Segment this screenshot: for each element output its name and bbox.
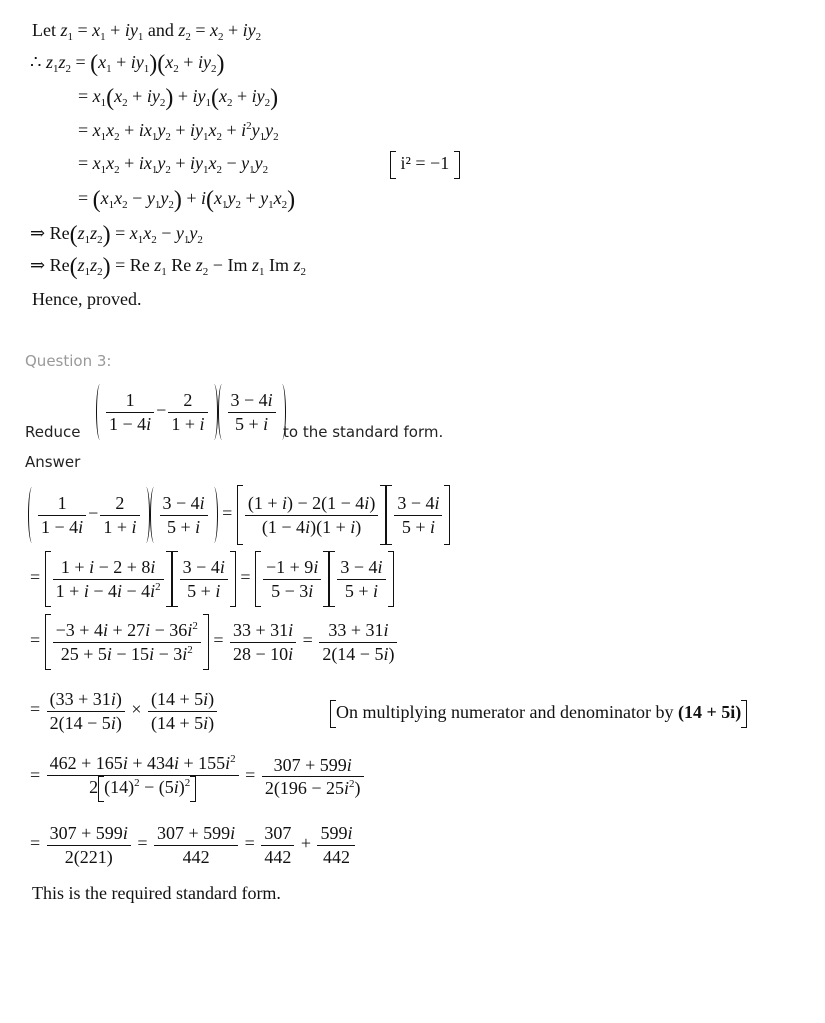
multiply-note: [330, 700, 747, 728]
answer-line-1: $\frac{1}{1 - 4i}$ − $\frac{2}{1 + i}$ $\frac{3 - 4i}{5 + i}$ = $\frac{(1 + i) - 2(1 - 4i)}{(1 - 4i)(1 + i)}$ $\frac{3 - 4i}{5 + i}$: [28, 485, 450, 545]
let-word: Let: [32, 20, 56, 40]
and-word: and: [147, 20, 174, 40]
note-i2-text: i² = −1: [400, 153, 450, 174]
to-standard-form: to the standard form.: [283, 423, 444, 441]
reduce-word: Reduce: [25, 423, 81, 441]
proof-line-let: Let $z_1 = x_1 + iy_1$ and $z_2 = x_2 + iy_2$: [32, 20, 262, 43]
proof-line-7: ⇒ $Re(z_1z_2) = x_1x_2 - y_1y_2$: [30, 222, 203, 248]
proof-line-3: = $x_1(x_2 + iy_2) + iy_1(x_2 + iy_2)$: [78, 85, 279, 111]
answer-label: Answer: [25, 453, 81, 471]
multiply-note-text: On multiplying numerator and denominator by: [336, 702, 674, 723]
proof-line-5: = $x_1x_2 + ix_1y_2 + iy_1x_2 - y_1y_2$: [78, 153, 269, 176]
answer-line-4: = $\frac{(33 + 31i)}{2(14 - 5i)}$ × $\frac{(14 + 5i)}{(14 + 5i)}$: [30, 688, 219, 734]
answer-line-3: = $\frac{-3 + 4i + 27i - 36i^2}{25 + 5i - 15i - 3i^2}$ = $\frac{33 + 31i}{28 - 10i}$ = $\frac{33 + 31i}{2(14 - 5i)}$: [30, 614, 399, 670]
answer-line-6: = $\frac{307 + 599i}{2(221)}$ = $\frac{307 + 599i}{442}$ = $\frac{307}{442}$ + $\frac{599i}{442}$: [30, 822, 357, 868]
proof-line-6: = $(x_1x_2 - y_1y_2) + i(x_1y_2 + y_1x_2)$: [78, 187, 296, 213]
proof-line-4: = $x_1x_2 + ix_1y_2 + iy_1x_2 + i^2y_1y_2$: [78, 120, 279, 143]
multiply-factor: (14 + 5i): [677, 702, 742, 723]
conclusion: This is the required standard form.: [32, 883, 281, 903]
question-expression: $\frac{1}{1 - 4i}$ − $\frac{2}{1 + i}$ $\frac{3 - 4i}{5 + i}$: [96, 384, 286, 440]
proof-line-2: ∴ $z_1z_2 = (x_1 + iy_1)(x_2 + iy_2)$: [30, 51, 225, 77]
note-i-squared: [390, 151, 460, 179]
answer-line-5: = $\frac{462 + 165i + 434i + 155i^2}{2 (14)^2 - (5i)^2}$ = $\frac{307 + 599i}{2(196 - 25i^2)}$: [30, 752, 366, 802]
proof-line-8: ⇒ $Re(z_1z_2) = Re$ $z_1$ Re $z_2 - Im$ $z_1$ Im $z_2$: [30, 254, 306, 280]
hence-proved: Hence, proved.: [32, 289, 142, 309]
question-title: Question 3:: [25, 352, 112, 370]
answer-line-2: = $\frac{1 + i - 2 + 8i}{1 + i - 4i - 4i^2}$ $\frac{3 - 4i}{5 + i}$ = $\frac{-1 + 9i}{5 - 3i}$ $\frac{3 - 4i}{5 + i}$: [30, 551, 394, 607]
